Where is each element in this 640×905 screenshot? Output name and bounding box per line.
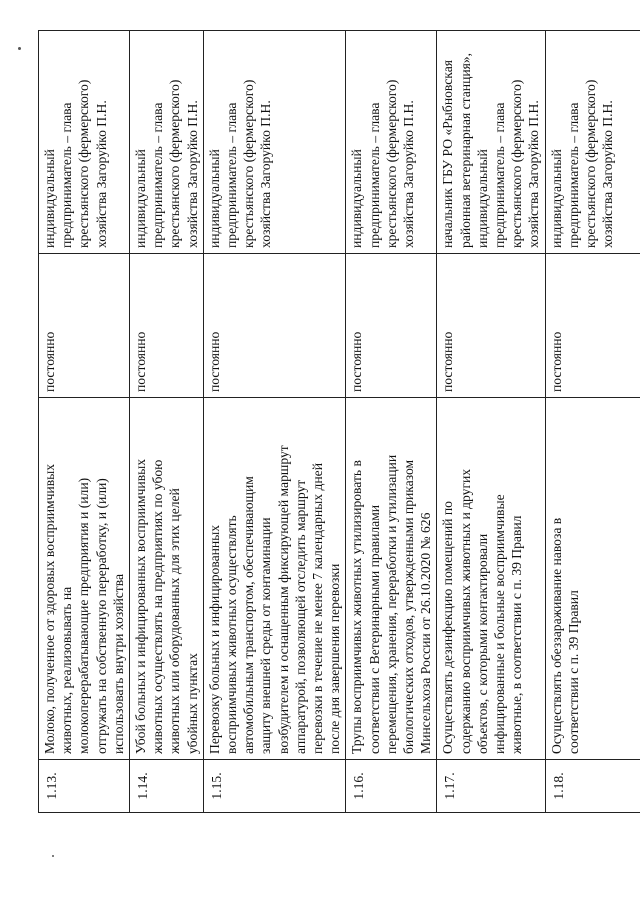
responsible-line: хозяйства Загоруйко П.Н. [526,100,542,248]
responsible-line: предприниматель – глава [492,102,508,248]
measure-text-line: убойных пунктах [184,653,200,754]
responsible-cell [130,31,204,254]
responsible-line: крестьянского (фермерского) [383,79,399,248]
measure-text [39,398,130,760]
responsible-line: начальник ГБУ РО «Рыбновская [440,60,456,248]
table-row [203,31,346,813]
measure-text-line: животных, реализовывать на [59,586,75,754]
measure-text-line: Осуществлять дезинфекцию помещений по [440,501,456,754]
measure-text-line: после дня завершения перевозки [327,563,343,754]
measure-text-line: перемещения, хранения, переработки и утилизации [383,454,399,754]
measure-text-line: автомобильным транспортом, обеспечивающим [241,476,257,754]
table-row [346,31,437,813]
responsible-cell [346,31,437,254]
measure-text-line: Молоко, полученное от здоровых восприимчивых [42,463,57,754]
measure-text-line: биологических отходов, утвержденными приказом [401,459,417,754]
measure-text-line: соответствии с Ветеринарными правилами [366,504,382,754]
measure-text-line: инфицированные и больные восприимчивые [492,494,508,754]
measure-text-line: использовать внутри хозяйства [110,573,126,754]
measure-text-line: соответствии с п. 39 Правил [565,590,581,754]
row-number: 1.15. [203,760,346,813]
responsible-line: крестьянского (фермерского) [583,79,599,248]
responsible-line: крестьянского (фермерского) [241,79,257,248]
measure-text [545,398,640,760]
measure-text-line: аппаратурой, позволяющей отследить маршрут [292,479,308,754]
term-cell: постоянно [130,254,204,398]
responsible-line: крестьянского (фермерского) [509,79,525,248]
row-number: 1.16. [346,760,437,813]
measure-text-line: содержанию восприимчивых животных и других [457,468,473,754]
row-number: 1.14. [130,760,204,813]
measure-text-line: защиту внешней среды от контаминации [258,517,274,754]
responsible-line: индивидуальный [349,149,365,248]
responsible-line: предприниматель – глава [59,102,75,248]
responsible-line: индивидуальный [42,149,57,248]
measure-text-line: объектов, с которыми контактировали [474,533,490,754]
measure-text [346,398,437,760]
responsible-line: хозяйства Загоруйко П.Н. [93,100,109,248]
responsible-line: предприниматель – глава [366,102,382,248]
responsible-cell [203,31,346,254]
measure-text [437,398,545,760]
responsible-line: индивидуальный [133,149,149,248]
row-number: 1.17. [437,760,545,813]
term-cell: постоянно [346,254,437,398]
measure-text-line: Убой больных и инфицированных восприимчивых [133,458,149,754]
scan-speck [18,47,21,50]
measures-table-body [39,31,640,813]
measure-text-line: молокоперерабатывающие предприятия и (или) [76,477,92,754]
measure-text-line: восприимчивых животных осуществлять [224,515,240,754]
responsible-line: крестьянского (фермерского) [76,79,92,248]
measure-text-line: Минсельхоза России от 26.10.2020 № 626 [418,512,434,754]
measure-text-line: животных осуществлять на предприятиях по убою [150,459,166,754]
table-row [130,31,204,813]
responsible-line: районная ветеринарная станция», [457,52,473,248]
measure-text-line: отгружать на собственную переработку, и (или) [93,478,109,754]
term-cell: постоянно [203,254,346,398]
measure-text-line: Перевозку больных и инфицированных [206,524,222,754]
measure-text-line: животных или оборудованных для этих целей [167,488,183,754]
term-cell: постоянно [437,254,545,398]
table-row [545,31,640,813]
measure-text-line: Трупы восприимчивых животных утилизировать в [349,460,365,754]
responsible-cell [545,31,640,254]
responsible-line: хозяйства Загоруйко П.Н. [258,100,274,248]
measure-text [203,398,346,760]
responsible-line: индивидуальный [206,149,222,248]
responsible-line: индивидуальный [474,149,490,248]
responsible-line: предприниматель – глава [150,102,166,248]
table-row [437,31,545,813]
responsible-line: предприниматель – глава [565,102,581,248]
rotated-table-stage [38,31,616,813]
responsible-cell [39,31,130,254]
measure-text [130,398,204,760]
responsible-line: хозяйства Загоруйко П.Н. [184,100,200,248]
scan-speck [52,855,54,857]
responsible-cell [437,31,545,254]
responsible-line: крестьянского (фермерского) [167,79,183,248]
term-cell: постоянно [545,254,640,398]
measure-text-line: животные, в соответствии с п. 39 Правил [509,515,525,754]
measure-text-line: возбудителем и оснащенным фиксирующей маршрут [275,445,291,754]
responsible-line: хозяйства Загоруйко П.Н. [600,100,616,248]
term-cell: постоянно [39,254,130,398]
responsible-line: индивидуальный [548,149,564,248]
measure-text-line: Осуществлять обеззараживание навоза в [548,517,564,754]
row-number: 1.18. [545,760,640,813]
measures-table [38,30,640,813]
responsible-line: хозяйства Загоруйко П.Н. [401,100,417,248]
row-number: 1.13. [39,760,130,813]
table-row [39,31,130,813]
measure-text-line: перевозки в течение не менее 7 календарных дней [310,463,326,754]
responsible-line: предприниматель – глава [224,102,240,248]
